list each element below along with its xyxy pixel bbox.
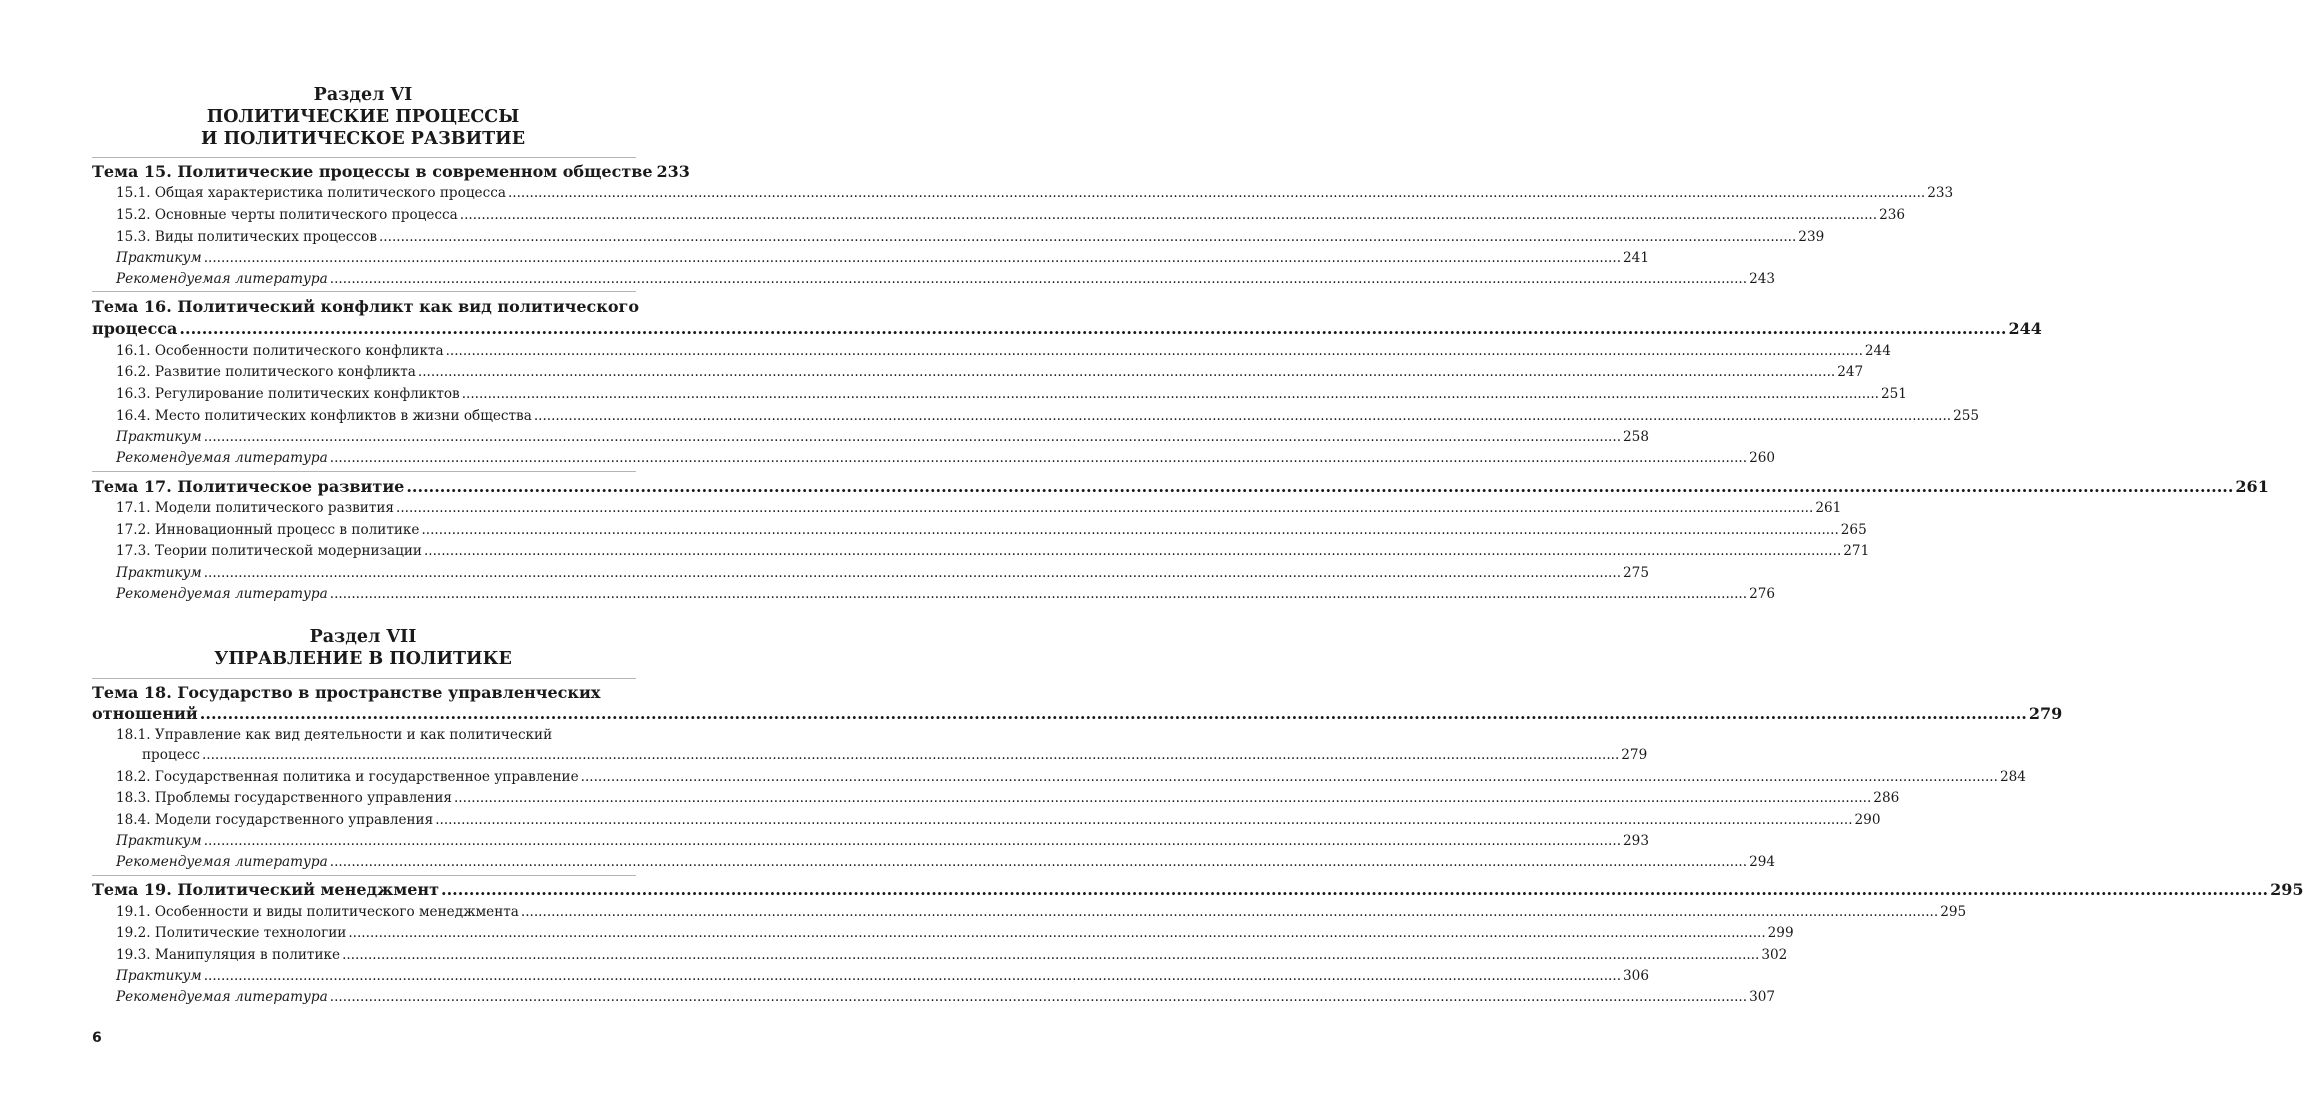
topic-title: Тема 17. Политическое развитие xyxy=(92,477,405,496)
toc-entry[interactable] xyxy=(116,521,1867,539)
entry-title: 15.2. Основные черты политического процесса xyxy=(116,207,458,223)
toc-entry-practicum[interactable] xyxy=(116,564,1649,582)
toc-entry[interactable] xyxy=(116,342,1891,360)
dot-leader xyxy=(418,363,1835,381)
entry-title: процесс xyxy=(142,747,200,763)
page-ref: 279 xyxy=(1621,747,1648,763)
toc-topic[interactable] xyxy=(92,704,2063,724)
page-ref: 275 xyxy=(1623,565,1649,581)
entry-title: Рекомендуемая литература xyxy=(116,854,328,870)
entry-title: Практикум xyxy=(116,429,202,445)
entry-title: 18.2. Государственная политика и государственное управление xyxy=(116,769,579,785)
toc-entry[interactable] xyxy=(116,903,1967,921)
page-ref: 239 xyxy=(1798,229,1825,245)
toc-topic[interactable] xyxy=(92,880,2304,900)
page-ref: 286 xyxy=(1873,790,1900,806)
dot-leader xyxy=(534,407,1951,425)
toc-entry[interactable] xyxy=(142,746,1648,764)
toc-entry-literature[interactable] xyxy=(116,585,1776,603)
page-ref: 247 xyxy=(1837,364,1864,380)
dot-leader xyxy=(204,832,1621,850)
page-ref: 244 xyxy=(2008,319,2042,338)
toc-entry[interactable] xyxy=(116,228,1825,246)
page-ref: 261 xyxy=(2235,477,2269,496)
toc-entry-practicum[interactable] xyxy=(116,249,1649,267)
page-ref: 255 xyxy=(1953,408,1980,424)
page-ref: 290 xyxy=(1854,812,1881,828)
topic-title: отношений xyxy=(92,704,198,723)
topic-title-line[interactable]: Тема 18. Государство в пространстве управленческих xyxy=(92,683,601,702)
topic-divider xyxy=(92,291,636,292)
entry-title: 17.1. Модели политического развития xyxy=(116,500,395,516)
dot-leader xyxy=(330,585,1747,603)
toc-entry[interactable] xyxy=(116,768,2026,786)
entry-title: Рекомендуемая литература xyxy=(116,450,328,466)
toc-entry[interactable] xyxy=(116,385,1907,403)
page-ref: 293 xyxy=(1623,833,1649,849)
entry-title: 15.3. Виды политических процессов xyxy=(116,229,377,245)
page-ref: 261 xyxy=(1815,500,1842,516)
entry-title: Рекомендуемая литература xyxy=(116,989,328,1005)
page-ref: 244 xyxy=(1864,343,1891,359)
page-ref: 302 xyxy=(1761,947,1788,963)
page-ref: 241 xyxy=(1623,250,1649,266)
dot-leader xyxy=(200,704,2027,724)
dot-leader xyxy=(330,988,1747,1006)
dot-leader xyxy=(406,477,2233,497)
dot-leader xyxy=(330,853,1747,871)
topic-title: процесса xyxy=(92,319,178,338)
page-ref: 276 xyxy=(1749,586,1776,602)
toc-entry-literature[interactable] xyxy=(116,449,1776,467)
entry-title-line[interactable]: 18.1. Управление как вид деятельности и как политический xyxy=(116,727,553,743)
dot-leader xyxy=(581,768,1998,786)
topic-title-line[interactable]: Тема 16. Политический конфликт как вид политического xyxy=(92,297,639,316)
dot-leader xyxy=(462,385,1879,403)
toc-entry-literature[interactable] xyxy=(116,988,1776,1006)
entry-title: Практикум xyxy=(116,565,202,581)
dot-leader xyxy=(348,924,1765,942)
page-ref: 243 xyxy=(1749,271,1776,287)
page-ref: 295 xyxy=(2270,880,2304,899)
page-ref: 265 xyxy=(1840,522,1867,538)
toc-entry-literature[interactable] xyxy=(116,853,1776,871)
entry-title: 16.2. Развитие политического конфликта xyxy=(116,364,416,380)
entry-title: 15.1. Общая характеристика политического процесса xyxy=(116,185,506,201)
dot-leader xyxy=(446,342,1863,360)
dot-leader xyxy=(421,521,1838,539)
toc-entry[interactable] xyxy=(116,184,1954,202)
entry-title: Рекомендуемая литература xyxy=(116,586,328,602)
topic-title: Тема 15. Политические процессы в современном обществе xyxy=(92,162,653,181)
page-ref: 307 xyxy=(1749,989,1776,1005)
entry-title: Практикум xyxy=(116,250,202,266)
entry-title: 19.1. Особенности и виды политического менеджмента xyxy=(116,904,519,920)
dot-leader xyxy=(204,564,1621,582)
dot-leader xyxy=(379,228,1796,246)
toc-entry[interactable] xyxy=(116,789,1900,807)
page-ref: 233 xyxy=(656,162,690,181)
section-title-line: И ПОЛИТИЧЕСКОЕ РАЗВИТИЕ xyxy=(200,129,526,149)
page-ref: 294 xyxy=(1749,854,1776,870)
dot-leader xyxy=(330,270,1747,288)
page-ref: 258 xyxy=(1623,429,1649,445)
dot-leader xyxy=(204,428,1621,446)
entry-title: 19.3. Манипуляция в политике xyxy=(116,947,341,963)
page-ref: 233 xyxy=(1927,185,1954,201)
toc-topic[interactable] xyxy=(92,162,690,182)
toc-topic[interactable] xyxy=(92,477,2269,497)
page-ref: 295 xyxy=(1940,904,1967,920)
entry-title: Практикум xyxy=(116,833,202,849)
toc-entry[interactable] xyxy=(116,363,1864,381)
topic-divider xyxy=(92,471,636,472)
toc-entry[interactable] xyxy=(116,946,1788,964)
topic-divider xyxy=(92,875,636,876)
toc-entry-practicum[interactable] xyxy=(116,428,1649,446)
toc-entry[interactable] xyxy=(116,811,1881,829)
dot-leader xyxy=(204,249,1621,267)
dot-leader xyxy=(454,789,1871,807)
toc-topic[interactable] xyxy=(92,319,2042,339)
page-ref: 306 xyxy=(1623,968,1649,984)
entry-title: 18.4. Модели государственного управления xyxy=(116,812,434,828)
dot-leader xyxy=(508,184,1925,202)
page-ref: 260 xyxy=(1749,450,1776,466)
topic-divider xyxy=(92,157,636,158)
page-ref: 284 xyxy=(1999,769,2026,785)
dot-leader xyxy=(179,319,2006,339)
dot-leader xyxy=(441,880,2268,900)
page-ref: 279 xyxy=(2028,704,2063,723)
entry-title: 16.4. Место политических конфликтов в жизни общества xyxy=(116,408,532,424)
page-ref: 271 xyxy=(1843,543,1870,559)
section-title-line: УПРАВЛЕНИЕ В ПОЛИТИКЕ xyxy=(214,649,512,669)
toc-entry[interactable] xyxy=(116,924,1794,942)
toc-entry[interactable] xyxy=(116,499,1842,517)
section-title-line: ПОЛИТИЧЕСКИЕ ПРОЦЕССЫ xyxy=(206,107,520,127)
entry-title: Рекомендуемая литература xyxy=(116,271,328,287)
page-ref: 251 xyxy=(1881,386,1907,402)
toc-entry[interactable] xyxy=(116,407,1980,425)
topic-divider xyxy=(92,678,636,679)
entry-title: 16.3. Регулирование политических конфликтов xyxy=(116,386,460,402)
dot-leader xyxy=(435,811,1852,829)
dot-leader xyxy=(396,499,1813,517)
entry-title: 17.3. Теории политической модернизации xyxy=(116,543,422,559)
topic-title: Тема 19. Политический менеджмент xyxy=(92,880,440,899)
dot-leader xyxy=(202,746,1619,764)
section-label: Раздел VI xyxy=(313,85,413,105)
dot-leader xyxy=(424,542,1841,560)
page-number: 6 xyxy=(92,1030,102,1046)
page-ref: 299 xyxy=(1767,925,1794,941)
dot-leader xyxy=(204,967,1621,985)
page-ref: 236 xyxy=(1879,207,1906,223)
dot-leader xyxy=(330,449,1747,467)
dot-leader xyxy=(521,903,1938,921)
dot-leader xyxy=(342,946,1759,964)
entry-title: 18.3. Проблемы государственного управления xyxy=(116,790,452,806)
toc-entry-practicum[interactable] xyxy=(116,832,1649,850)
dot-leader xyxy=(460,206,1877,224)
toc-entry[interactable] xyxy=(116,206,1906,224)
entry-title: 19.2. Политические технологии xyxy=(116,925,347,941)
toc-entry-literature[interactable] xyxy=(116,270,1776,288)
section-label: Раздел VII xyxy=(309,627,417,647)
toc-entry-practicum[interactable] xyxy=(116,967,1649,985)
entry-title: 17.2. Инновационный процесс в политике xyxy=(116,522,420,538)
entry-title: 16.1. Особенности политического конфликта xyxy=(116,343,444,359)
toc-entry[interactable] xyxy=(116,542,1870,560)
entry-title: Практикум xyxy=(116,968,202,984)
